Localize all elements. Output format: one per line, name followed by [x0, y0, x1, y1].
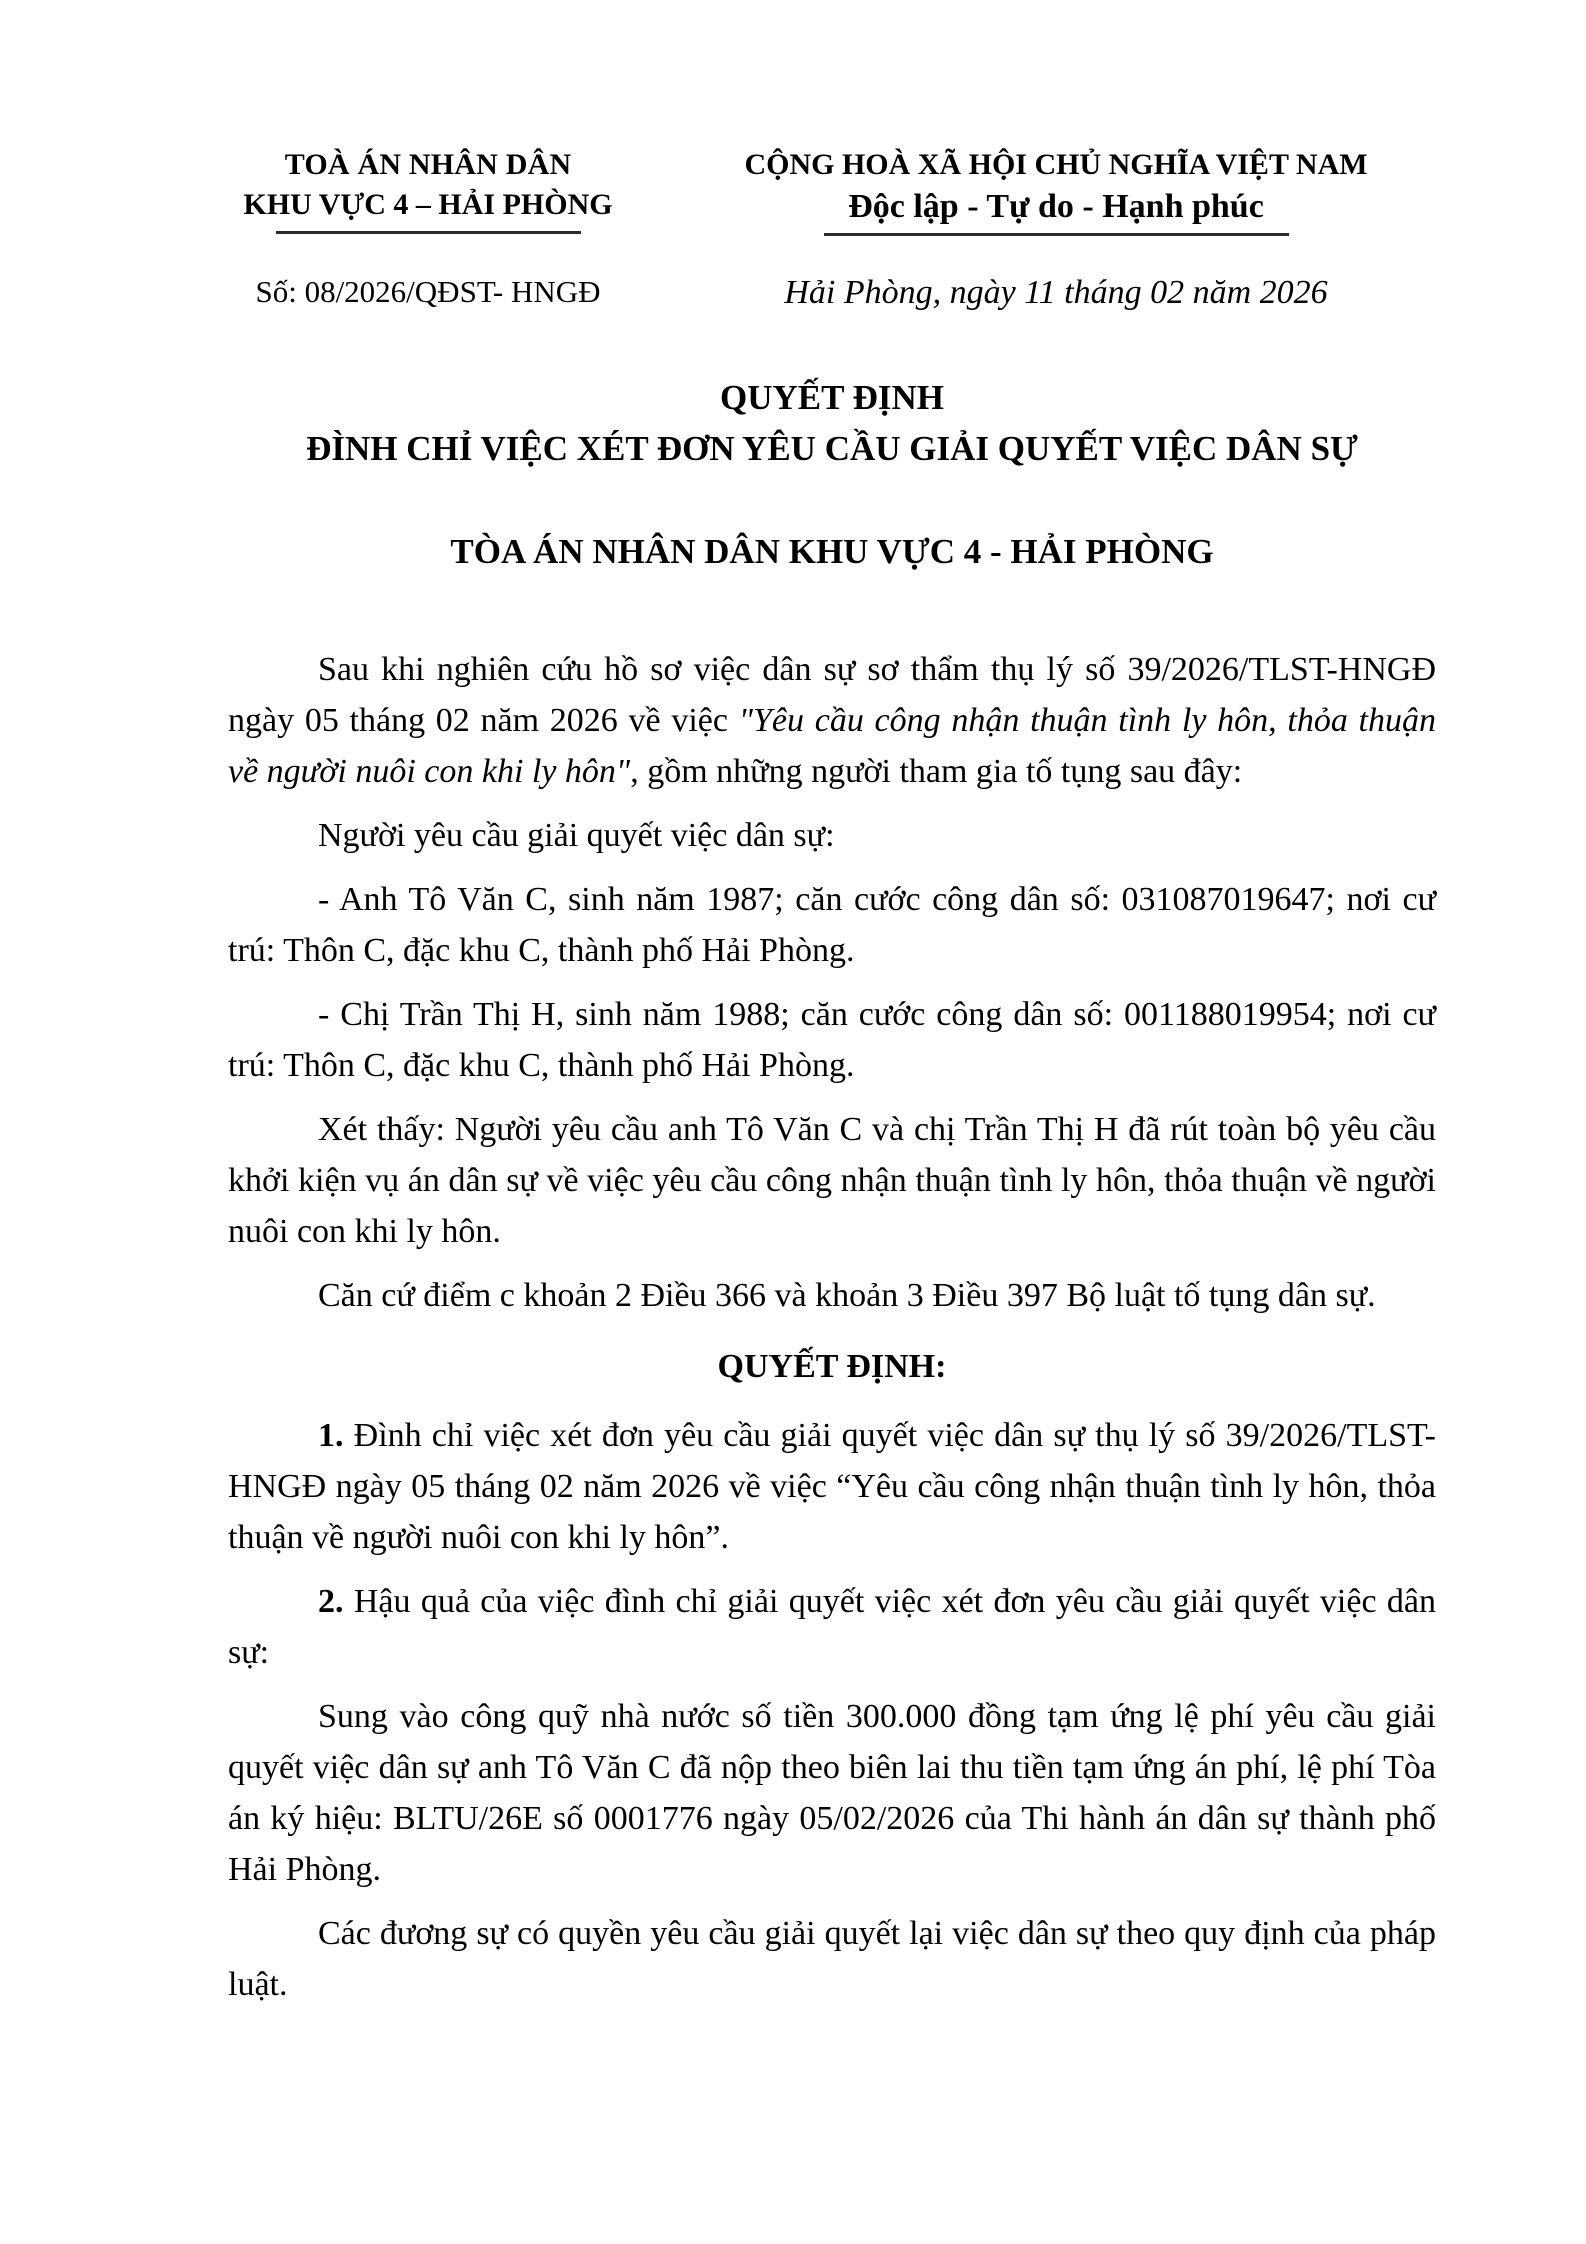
decision-number: Số: 08/2026/QĐST- HNGĐ — [255, 274, 601, 309]
text-segment-regular: Đình chỉ việc xét đơn yêu cầu giải quyết việc dân sự thụ lý số 39/2026/TLST-HNGĐ ngày 05 tháng 02 năm 2026 về việc “Yêu cầu công nhận thuận tình ly hôn, thỏa thuận về người nuôi con khi ly hôn”. — [228, 1417, 1436, 1556]
national-header — [228, 145, 1436, 312]
paragraph-legal-basis — [228, 1270, 1436, 1321]
document-title-line1: QUYẾT ĐỊNH — [720, 378, 944, 417]
text-segment-regular: Sung vào công quỹ nhà nước số tiền 300.000 đồng tạm ứng lệ phí yêu cầu giải quyết việc dân sự anh Tô Văn C đã nộp theo biên lai thu tiền tạm ứng án phí, lệ phí Tòa án ký hiệu: BLTU/26E số 0001776 ngày 05/02/2026 của Thi hành án dân sự thành phố Hải Phòng. — [228, 1698, 1436, 1888]
issuing-court-block — [228, 145, 628, 310]
text-segment-bold: 2. — [318, 1583, 344, 1620]
text-segment-regular: Sau khi nghiên cứu hồ sơ việc dân sự sơ thẩm thụ lý số 39/2026/TLST-HNGĐ ngày 05 tháng 02 năm 2026 về việc — [228, 651, 1436, 739]
national-motto-block — [676, 145, 1436, 312]
place-and-date: Hải Phòng, ngày 11 tháng 02 năm 2026 — [784, 274, 1328, 311]
text-segment-regular: - Chị Trần Thị H, sinh năm 1988; căn cước công dân số: 001188019954; nơi cư trú: Thôn C, đặc khu C, thành phố Hải Phòng. — [228, 996, 1436, 1084]
paragraph-requester-1 — [228, 874, 1436, 976]
paragraph-findings — [228, 1104, 1436, 1257]
motto-underline — [824, 233, 1289, 236]
text-segment-regular: Các đương sự có quyền yêu cầu giải quyết lại việc dân sự theo quy định của pháp luật. — [228, 1915, 1436, 2003]
text-segment-bold: QUYẾT ĐỊNH: — [717, 1348, 947, 1385]
paragraph-decision-1 — [228, 1410, 1436, 1563]
deciding-court-name: TÒA ÁN NHÂN DÂN KHU VỰC 4 - HẢI PHÒNG — [450, 532, 1214, 571]
republic-title: CỘNG HOÀ XÃ HỘI CHỦ NGHĨA VIỆT NAM — [744, 148, 1368, 181]
document-title-block — [228, 372, 1436, 574]
paragraph-requester-2 — [228, 989, 1436, 1091]
text-segment-regular: Hậu quả của việc đình chỉ giải quyết việc xét đơn yêu cầu giải quyết việc dân sự: — [228, 1583, 1436, 1671]
paragraph-requesters-label — [228, 810, 1436, 861]
text-segment-regular: Xét thấy: Người yêu cầu anh Tô Văn C và chị Trần Thị H đã rút toàn bộ yêu cầu khởi kiện vụ án dân sự về việc yêu cầu công nhận thuận tình ly hôn, thỏa thuận về người nuôi con khi ly hôn. — [228, 1111, 1436, 1250]
court-name-line1: TOÀ ÁN NHÂN DÂN — [284, 148, 572, 181]
text-segment-regular: , gồm những người tham gia tố tụng sau đây: — [630, 753, 1243, 790]
document-body — [228, 644, 1436, 2010]
text-segment-bold: 1. — [318, 1417, 344, 1454]
decision-heading — [228, 1341, 1436, 1392]
paragraph-fee — [228, 1691, 1436, 1895]
text-segment-italic: "Yêu cầu công nhận thuận tình ly hôn, thỏa thuận về người nuôi con khi ly hôn" — [228, 702, 1436, 790]
text-segment-regular: - Anh Tô Văn C, sinh năm 1987; căn cước công dân số: 031087019647; nơi cư trú: Thôn C, đặc khu C, thành phố Hải Phòng. — [228, 881, 1436, 969]
court-name-underline — [276, 231, 581, 234]
text-segment-regular: Người yêu cầu giải quyết việc dân sự: — [318, 817, 835, 854]
document-title-line2: ĐÌNH CHỈ VIỆC XÉT ĐƠN YÊU CẦU GIẢI QUYẾT VIỆC DÂN SỰ — [306, 429, 1358, 468]
court-name-line2: KHU VỰC 4 – HẢI PHÒNG — [243, 188, 613, 221]
national-motto: Độc lập - Tự do - Hạnh phúc — [848, 188, 1264, 225]
page-content — [228, 145, 1436, 2010]
paragraph-rights — [228, 1908, 1436, 2010]
text-segment-regular: Căn cứ điểm c khoản 2 Điều 366 và khoản 3 Điều 397 Bộ luật tố tụng dân sự. — [318, 1277, 1376, 1314]
paragraph-intro — [228, 644, 1436, 797]
paragraph-decision-2 — [228, 1576, 1436, 1678]
